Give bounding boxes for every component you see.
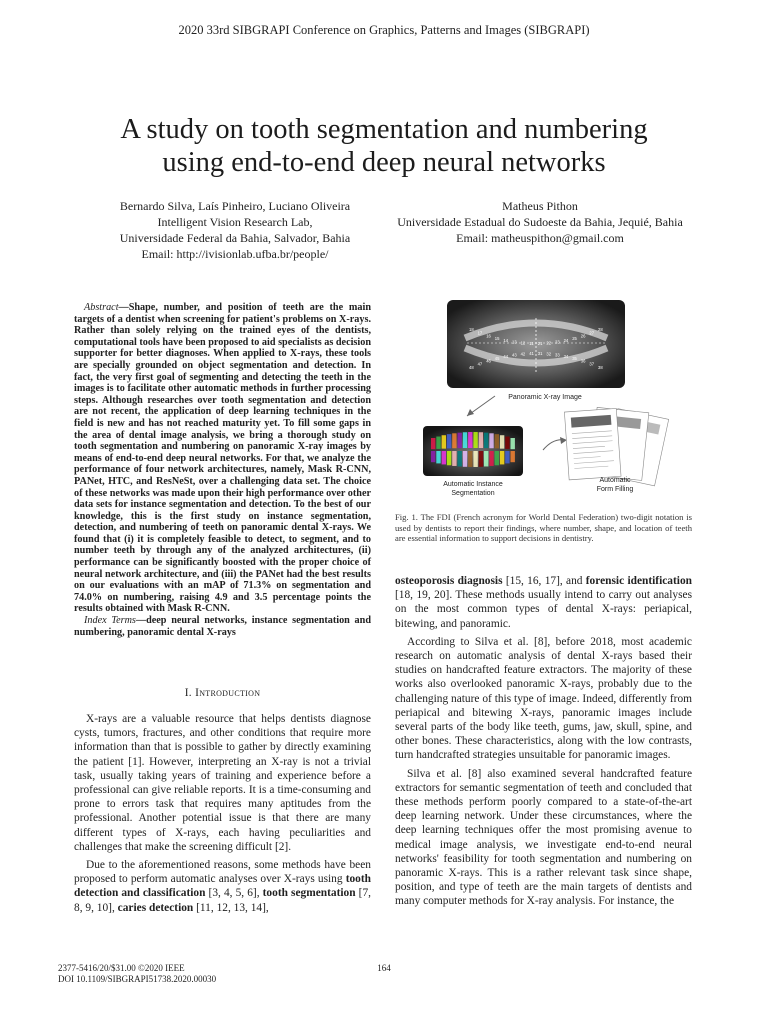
lower-tooth-42: 42	[520, 351, 526, 357]
lower-tooth-41: 41	[529, 351, 534, 357]
label-form-filling	[575, 476, 655, 494]
lower-tooth-32: 32	[546, 351, 552, 357]
paper-title	[60, 113, 708, 179]
segmented-tooth-mask	[484, 451, 488, 466]
lower-tooth-47: 47	[477, 361, 483, 367]
lower-tooth-31: 31	[537, 351, 543, 357]
label-line: Automatic Instance	[443, 481, 503, 488]
upper-tooth-26: 26	[580, 333, 586, 339]
right-paragraph-2: According to Silva et al. [8], before 2018, most academic research on automatic analysis of dental X-rays based their studies on handcrafted feature extractors. The majority of these works also overlooked panoramic X-rays, probably due to the challenging nature of this type of image. Indeed, differently from periapical and bitewing X-rays, panoramic images include several parts of the body like teeth, gums, jaw, skull, spine, and other bones. These characteristics, along with the low contrasts, turn handcrafted strategies unsuitable for panoramic images.	[395, 635, 692, 762]
upper-tooth-23: 23	[555, 339, 560, 345]
segmented-tooth-mask	[505, 437, 509, 449]
segmented-tooth-mask	[458, 433, 462, 448]
footer-issn: 2377-5416/20/$31.00 ©2020 IEEE	[58, 963, 185, 973]
bold-term: osteoporosis diagnosis	[395, 575, 503, 587]
segmented-tooth-mask	[468, 451, 472, 467]
author-names: Bernardo Silva, Laís Pinheiro, Luciano Oliveira	[119, 199, 351, 213]
upper-tooth-27: 27	[589, 330, 595, 336]
author-block-left	[100, 198, 370, 262]
segmented-tooth-mask	[452, 433, 456, 448]
intro-bold-term: tooth detection and classification	[74, 873, 371, 900]
intro-text: [11, 12, 13, 14],	[193, 901, 269, 914]
segmented-tooth-mask	[484, 433, 488, 448]
segmented-tooth-mask	[495, 451, 499, 465]
segmented-tooth-mask	[489, 451, 493, 466]
lower-tooth-38: 38	[598, 365, 603, 370]
intro-bold-term: caries detection	[117, 901, 194, 914]
segmented-tooth-mask	[500, 435, 504, 448]
title-line-2: using end-to-end deep neural networks	[162, 147, 606, 178]
index-terms-text: —deep neural networks, instance segmentation and numbering, panoramic dental X-rays	[74, 615, 371, 638]
upper-tooth-24: 24	[563, 337, 569, 343]
label-line: Form Filling	[596, 486, 634, 493]
intro-bold-term: tooth segmentation	[262, 887, 356, 900]
conference-header: 2020 33rd SIBGRAPI Conference on Graphics, Patterns and Images (SIBGRAPI)	[178, 23, 590, 37]
segmented-tooth-mask	[442, 435, 446, 448]
author-lab: Intelligent Vision Research Lab,	[157, 215, 313, 229]
lower-tooth-36: 36	[580, 358, 586, 364]
lower-tooth-46: 46	[486, 358, 491, 364]
figure-1-caption: Fig. 1. The FDI (French acronym for World Dental Federation) two-digit notation is used by dentists to report their findings, where number, shape, and location of teeth are essential information to support decisions in dentistry.	[395, 512, 692, 544]
lower-tooth-35: 35	[572, 356, 577, 362]
label-line: Automatic	[599, 477, 631, 484]
bold-term: forensic identification	[585, 575, 692, 587]
author-block-right	[370, 198, 710, 246]
segmented-tooth-mask	[442, 451, 446, 464]
upper-tooth-16: 16	[486, 333, 491, 339]
segmented-tooth-mask	[489, 433, 493, 448]
introduction-left-column	[74, 712, 371, 919]
segmented-tooth-mask	[452, 451, 456, 466]
segmented-tooth-mask	[431, 451, 435, 462]
author-names: Matheus Pithon	[502, 199, 578, 213]
segmented-tooth-mask	[447, 434, 451, 448]
footer-doi: DOI 10.1109/SIBGRAPI51738.2020.00030	[58, 974, 217, 984]
label-panoramic-xray: Panoramic X-ray Image	[508, 394, 582, 401]
lower-tooth-44: 44	[503, 354, 509, 360]
abstract-label: Abstract	[84, 302, 119, 313]
section-number: I.	[184, 687, 192, 699]
abstract	[74, 302, 371, 638]
right-paragraph-1	[395, 574, 692, 631]
author-university: Universidade Federal da Bahia, Salvador, Bahia	[119, 231, 351, 245]
lower-tooth-45: 45	[494, 356, 500, 362]
intro-paragraph-2	[74, 858, 371, 915]
section-title: Introduction	[195, 687, 261, 699]
segmented-tooth-mask	[511, 451, 515, 462]
segmented-tooth-mask	[473, 432, 477, 448]
abstract-text: —Shape, number, and position of teeth are the main targets of a dentist when screening for patient's problems on X-rays. Rather than solely relying on the trained eyes of the dentists, computational tools have been proposed to aid specialists as decision supporter for better diagnoses. When applied to X-rays, these tools are specially grounded on object segmentation and detection. In fact, the very first goal of segmenting and detecting the teeth in the images is to facilitate other automatic methods in further processing steps. Although researches over tooth segmentation and detection are not recent, the application of deep learning techniques in the field is new and has not reached maturity yet. To fill some gaps in the area of dental image analysis, we bring a thorough study on tooth segmentation and numbering on panoramic X-ray images by means of end-to-end deep neural networks. For that, we analyze the performance of four network architectures, namely, Mask R-CNN, PANet, HTC, and ResNeSt, over a challenging data set. The choice of these networks was made upon their high performance over other data sets for instance segmentation and detection. To the best of our knowledge, this is the first study on instance segmentation, detection, and numbering of teeth on panoramic dental X-rays. We found that (i) it is completely feasible to detect, to segment, and to number teeth by through any of the analyzed architectures, (ii) performance can be significantly boosted with the proper choice of neural network architecture, and (iii) the PANet had the best results on our evaluations with an mAP of 71.3% on segmentation and 74.0% on numbering, raising 4.9 and 3.5 percentage points the results obtained with Mask R-CNN.	[74, 302, 371, 615]
author-email: Email: matheuspithon@gmail.com	[456, 231, 624, 245]
upper-tooth-17: 17	[477, 330, 483, 336]
segmented-tooth-mask	[505, 451, 509, 463]
segmented-tooth-mask	[431, 438, 435, 449]
page-number: 164	[377, 963, 391, 973]
body-text: [15, 16, 17], and	[502, 575, 586, 587]
segmented-tooth-mask	[495, 434, 499, 448]
lower-tooth-33: 33	[555, 352, 560, 358]
upper-tooth-25: 25	[572, 335, 577, 341]
upper-tooth-12: 12	[520, 340, 526, 346]
author-email: Email: http://ivisionlab.ufba.br/people/	[141, 247, 329, 261]
lower-tooth-37: 37	[589, 361, 595, 367]
upper-tooth-14: 14	[503, 337, 509, 343]
segmented-tooth-mask	[500, 451, 504, 464]
index-terms-label: Index Terms	[84, 615, 136, 627]
dental-forms	[564, 407, 668, 486]
upper-tooth-28: 28	[598, 327, 603, 332]
segmented-tooth-mask	[436, 437, 440, 449]
upper-tooth-13: 13	[512, 339, 517, 345]
segmented-tooth-mask	[473, 451, 477, 467]
segmented-tooth-mask	[479, 432, 483, 448]
author-university: Universidade Estadual do Sudoeste da Bahia, Jequié, Bahia	[397, 215, 683, 229]
upper-tooth-18: 18	[469, 327, 474, 332]
upper-tooth-22: 22	[546, 340, 552, 346]
title-line-1: A study on tooth segmentation and numbering	[120, 114, 648, 145]
body-text: [18, 19, 20]. These methods usually intend to carry out analyses on the most common types of dental X-rays: periapical, bitewing, and panoramic.	[395, 589, 692, 630]
segmented-tooth-mask	[479, 451, 483, 467]
upper-tooth-15: 15	[494, 335, 500, 341]
intro-text: [7, 8, 9, 10],	[74, 887, 371, 914]
segmented-tooth-mask	[447, 451, 451, 465]
lower-tooth-34: 34	[563, 354, 569, 360]
upper-tooth-21: 21	[537, 340, 543, 346]
intro-text: [3, 4, 5, 6],	[205, 887, 263, 900]
section-heading-introduction	[74, 687, 371, 699]
lower-tooth-48: 48	[469, 365, 474, 370]
upper-tooth-11: 11	[529, 340, 534, 346]
panoramic-xray-image	[447, 300, 625, 388]
label-instance-segmentation	[423, 480, 523, 498]
introduction-right-column	[395, 574, 692, 913]
lower-tooth-43: 43	[512, 352, 517, 358]
segmented-tooth-mask	[458, 451, 462, 466]
segmented-tooth-mask	[436, 451, 440, 463]
segmented-tooth-mask	[463, 451, 467, 467]
intro-text: Due to the aforementioned reasons, some methods have been proposed to perform automatic analyses over X-rays using	[74, 859, 371, 886]
segmented-tooth-mask	[511, 438, 515, 449]
right-paragraph-3: Silva et al. [8] also examined several handcrafted feature extractors for semantic segmentation of teeth and concluded that these methods perform poorly compared to a state-of-the-art deep learning network. Under these circumstances, where the deep learning techniques offer the most promising avenue to medical image analysis, we investigate end-to-end neural networks' feasibility for tooth segmentation and numbering on panoramic X-rays. This is a rather relevant task since shape, position, and type of teeth are the main targets of dentists and many computer methods for X-ray analysis. For instance, the	[395, 767, 692, 908]
segmented-tooth-mask	[463, 432, 467, 448]
segmentation-image	[423, 426, 523, 476]
intro-paragraph-1: X-rays are a valuable resource that helps dentists diagnose cysts, tumors, fractures, and other conditions that require more information than that is possible to gather by directly examining the patient [1]. However, interpreting an X-ray is not a trivial task, usually taking years of training and experience before a professional can give reliable reports. It is a time-consuming and prone to errors task that requires many aptitudes from the professional. Another potential issue is that there are many different types of X-rays, each having peculiarities and challenges that make the screening difficult [2].	[74, 713, 371, 853]
label-line: Segmentation	[451, 490, 495, 497]
figure-1	[395, 298, 695, 508]
segmented-tooth-mask	[468, 432, 472, 448]
